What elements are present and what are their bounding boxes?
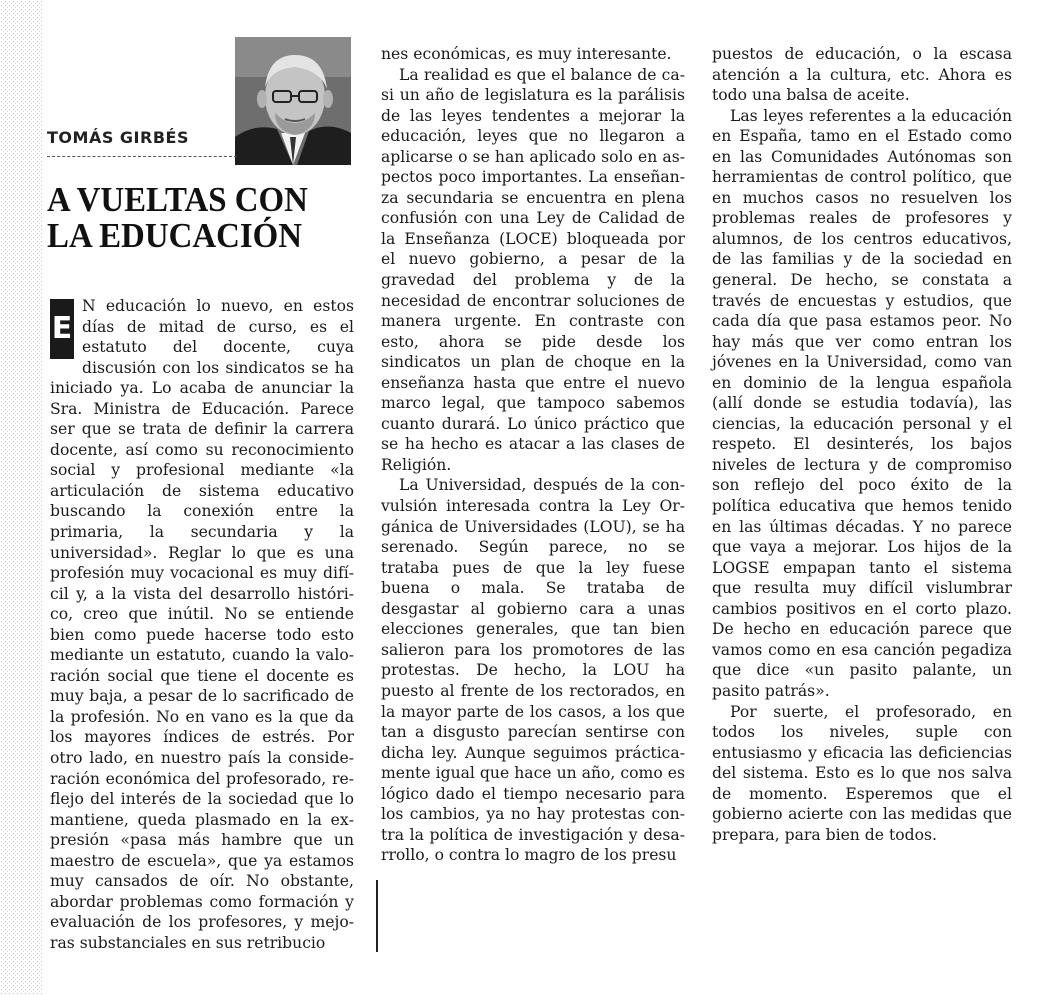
paragraph-text: N educación lo nuevo, en estos días de mitad de curso, es el estatuto del docente, cuya discusión con los sindicatos se ha iniciado ya. Lo acaba de anunciar la Sra. Ministra de Educación. Parece ser que se trata de definir la carrera docente, así como su reconocimiento social y profesional mediante «la articulación de sistema educativo buscando la conexión entre la primaria, la secundaria y la universidad». Reglar lo que es una profesión muy vocacional es muy difícil y, a la vista del desarrollo histórico, creo que inútil. No se entiende bien como puede hacerse todo esto mediante un estatuto, cuando la valoración social que tiene el docente es muy baja, a pesar de lo sacrificado de la profesión. No en vano es la que da los mayores índices de estrés. Por otro lado, en nuestro país la consideración económica del profesorado, reflejo del interés de la sociedad que lo mantiene, queda plasmado en la expresión «pasa más hambre que un maestro de escuela», que ya estamos muy cansados de oír. No obstante, abordar problemas como formación y evaluación de los profesores, y mejoras substanciales en sus retribucio <box>50 297 354 952</box>
scan-margin-texture <box>0 0 42 995</box>
column-divider-rule <box>376 880 378 952</box>
column-1 <box>50 296 354 954</box>
body-paragraph: Las leyes referentes a la educación en España, tamo en el Estado como en las Comunidades Autónomas son herramientas de control político, que en muchos casos no resuelven los problemas reales de profesores y alumnos, de los centros educativos, de las familias y de la sociedad en general. De hecho, se constata a través de encuestas y estudios, que cada día que pasa estamos peor. No hay más que ver como entran los jóvenes en la Universidad, como van en dominio de la lengua española (allí donde se estudia todavía), las ciencias, la educación personal y el respeto. El desinterés, los bajos niveles de lectura y de compromiso son reflejo del poco éxito de la política educativa que hemos tenido en las últimas décadas. Y no parece que vaya a mejorar. Los hijos de la LOGSE empapan tanto el sistema que resulta muy difícil vislumbrar cambios positivos en el corto plazo. De hecho en educación parece que vamos como en esa canción pegadiza que dice «un pasito palante, un pasito patrás». <box>712 106 1012 700</box>
drop-cap: E <box>50 299 74 359</box>
body-paragraph <box>50 296 354 954</box>
body-paragraph-continued: puestos de educación, o la escasa atención a la cultura, etc. Ahora es todo una balsa de aceite. <box>712 45 1012 105</box>
column-2 <box>381 44 685 866</box>
article-headline: A VUELTAS CON LA EDUCACIÓN <box>47 180 308 255</box>
column-3 <box>712 44 1012 845</box>
author-photo <box>235 37 351 165</box>
author-byline: TOMÁS GIRBÉS <box>47 128 189 147</box>
body-paragraph: Por suerte, el profesorado, en todos los niveles, suple con entusiasmo y eficacia las deficiencias del sistema. Esto es lo que nos salva de momento. Esperemos que el gobierno acierte con las medidas que prepara, para bien de todos. <box>712 702 1012 844</box>
body-paragraph-continued: nes económicas, es muy interesante. <box>381 45 672 63</box>
body-paragraph: La Universidad, después de la convulsión interesada contra la Ley Orgánica de Universidades (LOU), se ha serenado. Según parece, no se trataba pues de que la ley fuese buena o mala. Se trataba de desgastar al gobierno cara a unas elecciones generales, que tan bien salieron para los promotores de las protestas. De hecho, la LOU ha puesto al frente de los rectorados, en la mayor parte de los casos, a los que tan a disgusto parecían sentirse con dicha ley. Aunque seguimos prácticamente igual que hace un año, como es lógico dado el tiempo necesario para los cambios, ya no hay protestas contra la política de investigación y desarrollo, o contra lo magro de los presu <box>381 476 685 865</box>
body-paragraph: La realidad es que el balance de casi un año de legislatura es la parálisis de las leyes tendentes a mejorar la educación, leyes que no llegaron a aplicarse o se han aplicado solo en aspectos poco importantes. La enseñanza secundaria se encuentra en plena confusión con una Ley de Calidad de la Enseñanza (LOCE) bloqueada por el nuevo gobierno, a pesar de la gravedad del problema y de la necesidad de encontrar soluciones de manera urgente. En contraste con esto, ahora se pide desde los sindicatos un plan de choque en la enseñanza hasta que entre el nuevo marco legal, que tampoco sabemos cuanto durará. Lo único práctico que se ha hecho es atacar a las clases de Religión. <box>381 65 685 474</box>
byline-rule <box>47 156 237 157</box>
